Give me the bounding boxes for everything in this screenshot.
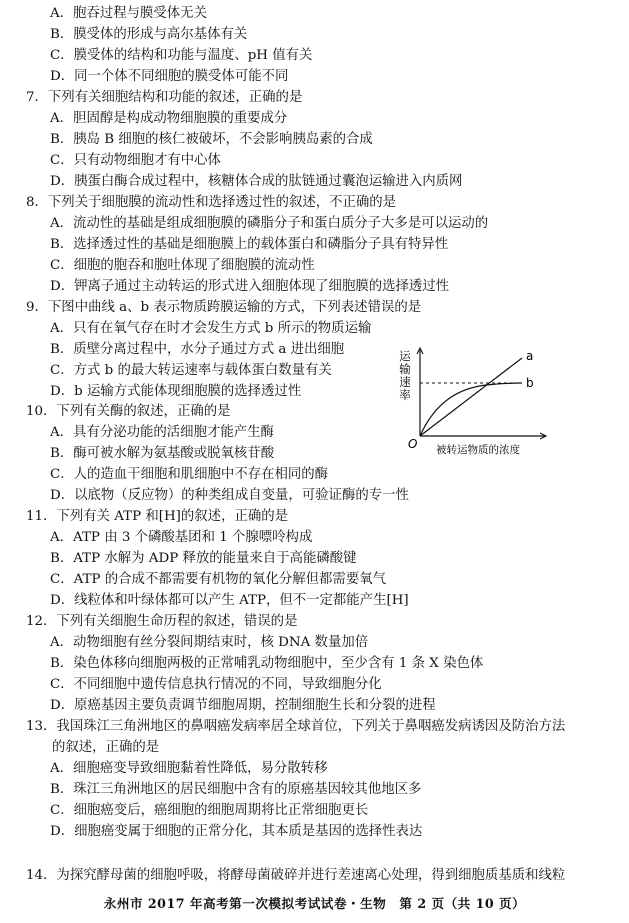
q12-option-d: D．原癌基因主要负责调节细胞周期，控制细胞生长和分裂的进程 xyxy=(50,698,436,713)
q13-option-d: D．细胞癌变属于细胞的正常分化，其本质是基因的选择性表达 xyxy=(50,824,423,839)
q8-option-d: D．钾离子通过主动转运的形式进入细胞体现了细胞膜的选择透过性 xyxy=(50,279,450,294)
q13-stem: 13．我国珠江三角洲地区的鼻咽癌发病率居全球首位，下列关于鼻咽癌发病诱因及防治方法 xyxy=(26,719,566,734)
x-axis-label: 被转运物质的浓度 xyxy=(436,444,520,456)
q8-stem: 8．下列关于细胞膜的流动性和选择透过性的叙述，不正确的是 xyxy=(26,195,397,210)
q8-option-b: B．选择透过性的基础是细胞膜上的载体蛋白和磷脂分子具有特异性 xyxy=(50,237,449,252)
q14-stem: 14．为探究酵母菌的细胞呼吸，将酵母菌破碎并进行差速离心处理，得到细胞质基质和线粒 xyxy=(26,868,566,883)
q6-option-b: B．膜受体的形成与高尔基体有关 xyxy=(50,27,248,42)
q8-option-c: C．细胞的胞吞和胞吐体现了细胞膜的流动性 xyxy=(50,258,315,273)
q7-option-d: D．胰蛋白酶合成过程中，核糖体合成的肽链通过囊泡运输进入内质网 xyxy=(50,174,463,189)
q11-option-b: B．ATP 水解为 ADP 释放的能量来自于高能磷酸键 xyxy=(50,551,357,566)
transport-rate-graph xyxy=(386,340,586,470)
q12-stem: 12．下列有关细胞生命历程的叙述，错误的是 xyxy=(26,614,298,629)
q9-option-b: B．质壁分离过程中，水分子通过方式 a 进出细胞 xyxy=(50,342,345,357)
q11-option-a: A．ATP 由 3 个磷酸基团和 1 个腺嘌呤构成 xyxy=(50,530,313,545)
curve-a xyxy=(420,358,522,436)
q9-option-a: A．只有在氧气存在时才会发生方式 b 所示的物质运输 xyxy=(50,321,372,336)
page-footer: 永州市 2017 年高考第一次模拟考试试卷・生物 第 2 页（共 10 页） xyxy=(103,896,526,911)
q7-option-a: A．胆固醇是构成动物细胞膜的重要成分 xyxy=(50,111,288,126)
q10-option-a: A．具有分泌功能的活细胞才能产生酶 xyxy=(50,425,274,440)
y-axis-label-char-2: 输 xyxy=(399,362,411,376)
curve-a-label: a xyxy=(526,349,534,363)
q11-stem: 11．下列有关 ATP 和[H]的叙述，正确的是 xyxy=(26,509,289,524)
q6-option-d: D．同一个体不同细胞的膜受体可能不同 xyxy=(50,69,289,84)
q12-option-a: A．动物细胞有丝分裂间期结束时，核 DNA 数量加倍 xyxy=(50,635,369,650)
q8-option-a: A．流动性的基础是组成细胞膜的磷脂分子和蛋白质分子大多是可以运动的 xyxy=(50,216,489,231)
q9-stem: 9．下图中曲线 a、b 表示物质跨膜运输的方式，下列表述错误的是 xyxy=(26,300,422,315)
q7-stem: 7．下列有关细胞结构和功能的叙述，正确的是 xyxy=(26,90,303,105)
q10-option-d: D．以底物（反应物）的种类组成自变量，可验证酶的专一性 xyxy=(50,488,409,503)
origin-label: O xyxy=(408,437,418,451)
q11-option-c: C．ATP 的合成不都需要有机物的氧化分解但都需要氧气 xyxy=(50,572,386,587)
q13-stem-continued: 的叙述，正确的是 xyxy=(52,740,160,755)
q10-option-b: B．酶可被水解为氨基酸或脱氧核苷酸 xyxy=(50,446,275,461)
y-axis-label-char-4: 率 xyxy=(399,388,411,402)
q6-option-c: C．膜受体的结构和功能与温度、pH 值有关 xyxy=(50,48,313,63)
q13-option-b: B．珠江三角洲地区的居民细胞中含有的原癌基因较其他地区多 xyxy=(50,782,422,797)
q11-option-d: D．线粒体和叶绿体都可以产生 ATP，但不一定都能产生[H] xyxy=(50,593,409,608)
q10-option-c: C．人的造血干细胞和肌细胞中不存在相同的酶 xyxy=(50,467,329,482)
q10-stem: 10．下列有关酶的叙述，正确的是 xyxy=(26,404,231,419)
q9-option-c: C．方式 b 的最大转运速率与载体蛋白数量有关 xyxy=(50,363,332,378)
q13-option-c: C．细胞癌变后，癌细胞的细胞周期将比正常细胞更长 xyxy=(50,803,369,818)
q9-option-d: D．b 运输方式能体现细胞膜的选择透过性 xyxy=(50,384,302,399)
curve-b xyxy=(420,383,522,436)
q7-option-b: B．胰岛 B 细胞的核仁被破坏，不会影响胰岛素的合成 xyxy=(50,132,373,147)
y-axis-label-char-3: 速 xyxy=(399,375,411,389)
q12-option-c: C．不同细胞中遗传信息执行情况的不同，导致细胞分化 xyxy=(50,677,382,692)
y-axis-label-char-1: 运 xyxy=(399,349,411,363)
q7-option-c: C．只有动物细胞才有中心体 xyxy=(50,153,221,168)
q6-option-a: A．胞吞过程与膜受体无关 xyxy=(50,6,207,21)
q12-option-b: B．染色体移向细胞两极的正常哺乳动物细胞中，至少含有 1 条 X 染色体 xyxy=(50,656,484,671)
q13-option-a: A．细胞癌变导致细胞黏着性降低，易分散转移 xyxy=(50,761,328,776)
curve-b-label: b xyxy=(526,376,534,390)
